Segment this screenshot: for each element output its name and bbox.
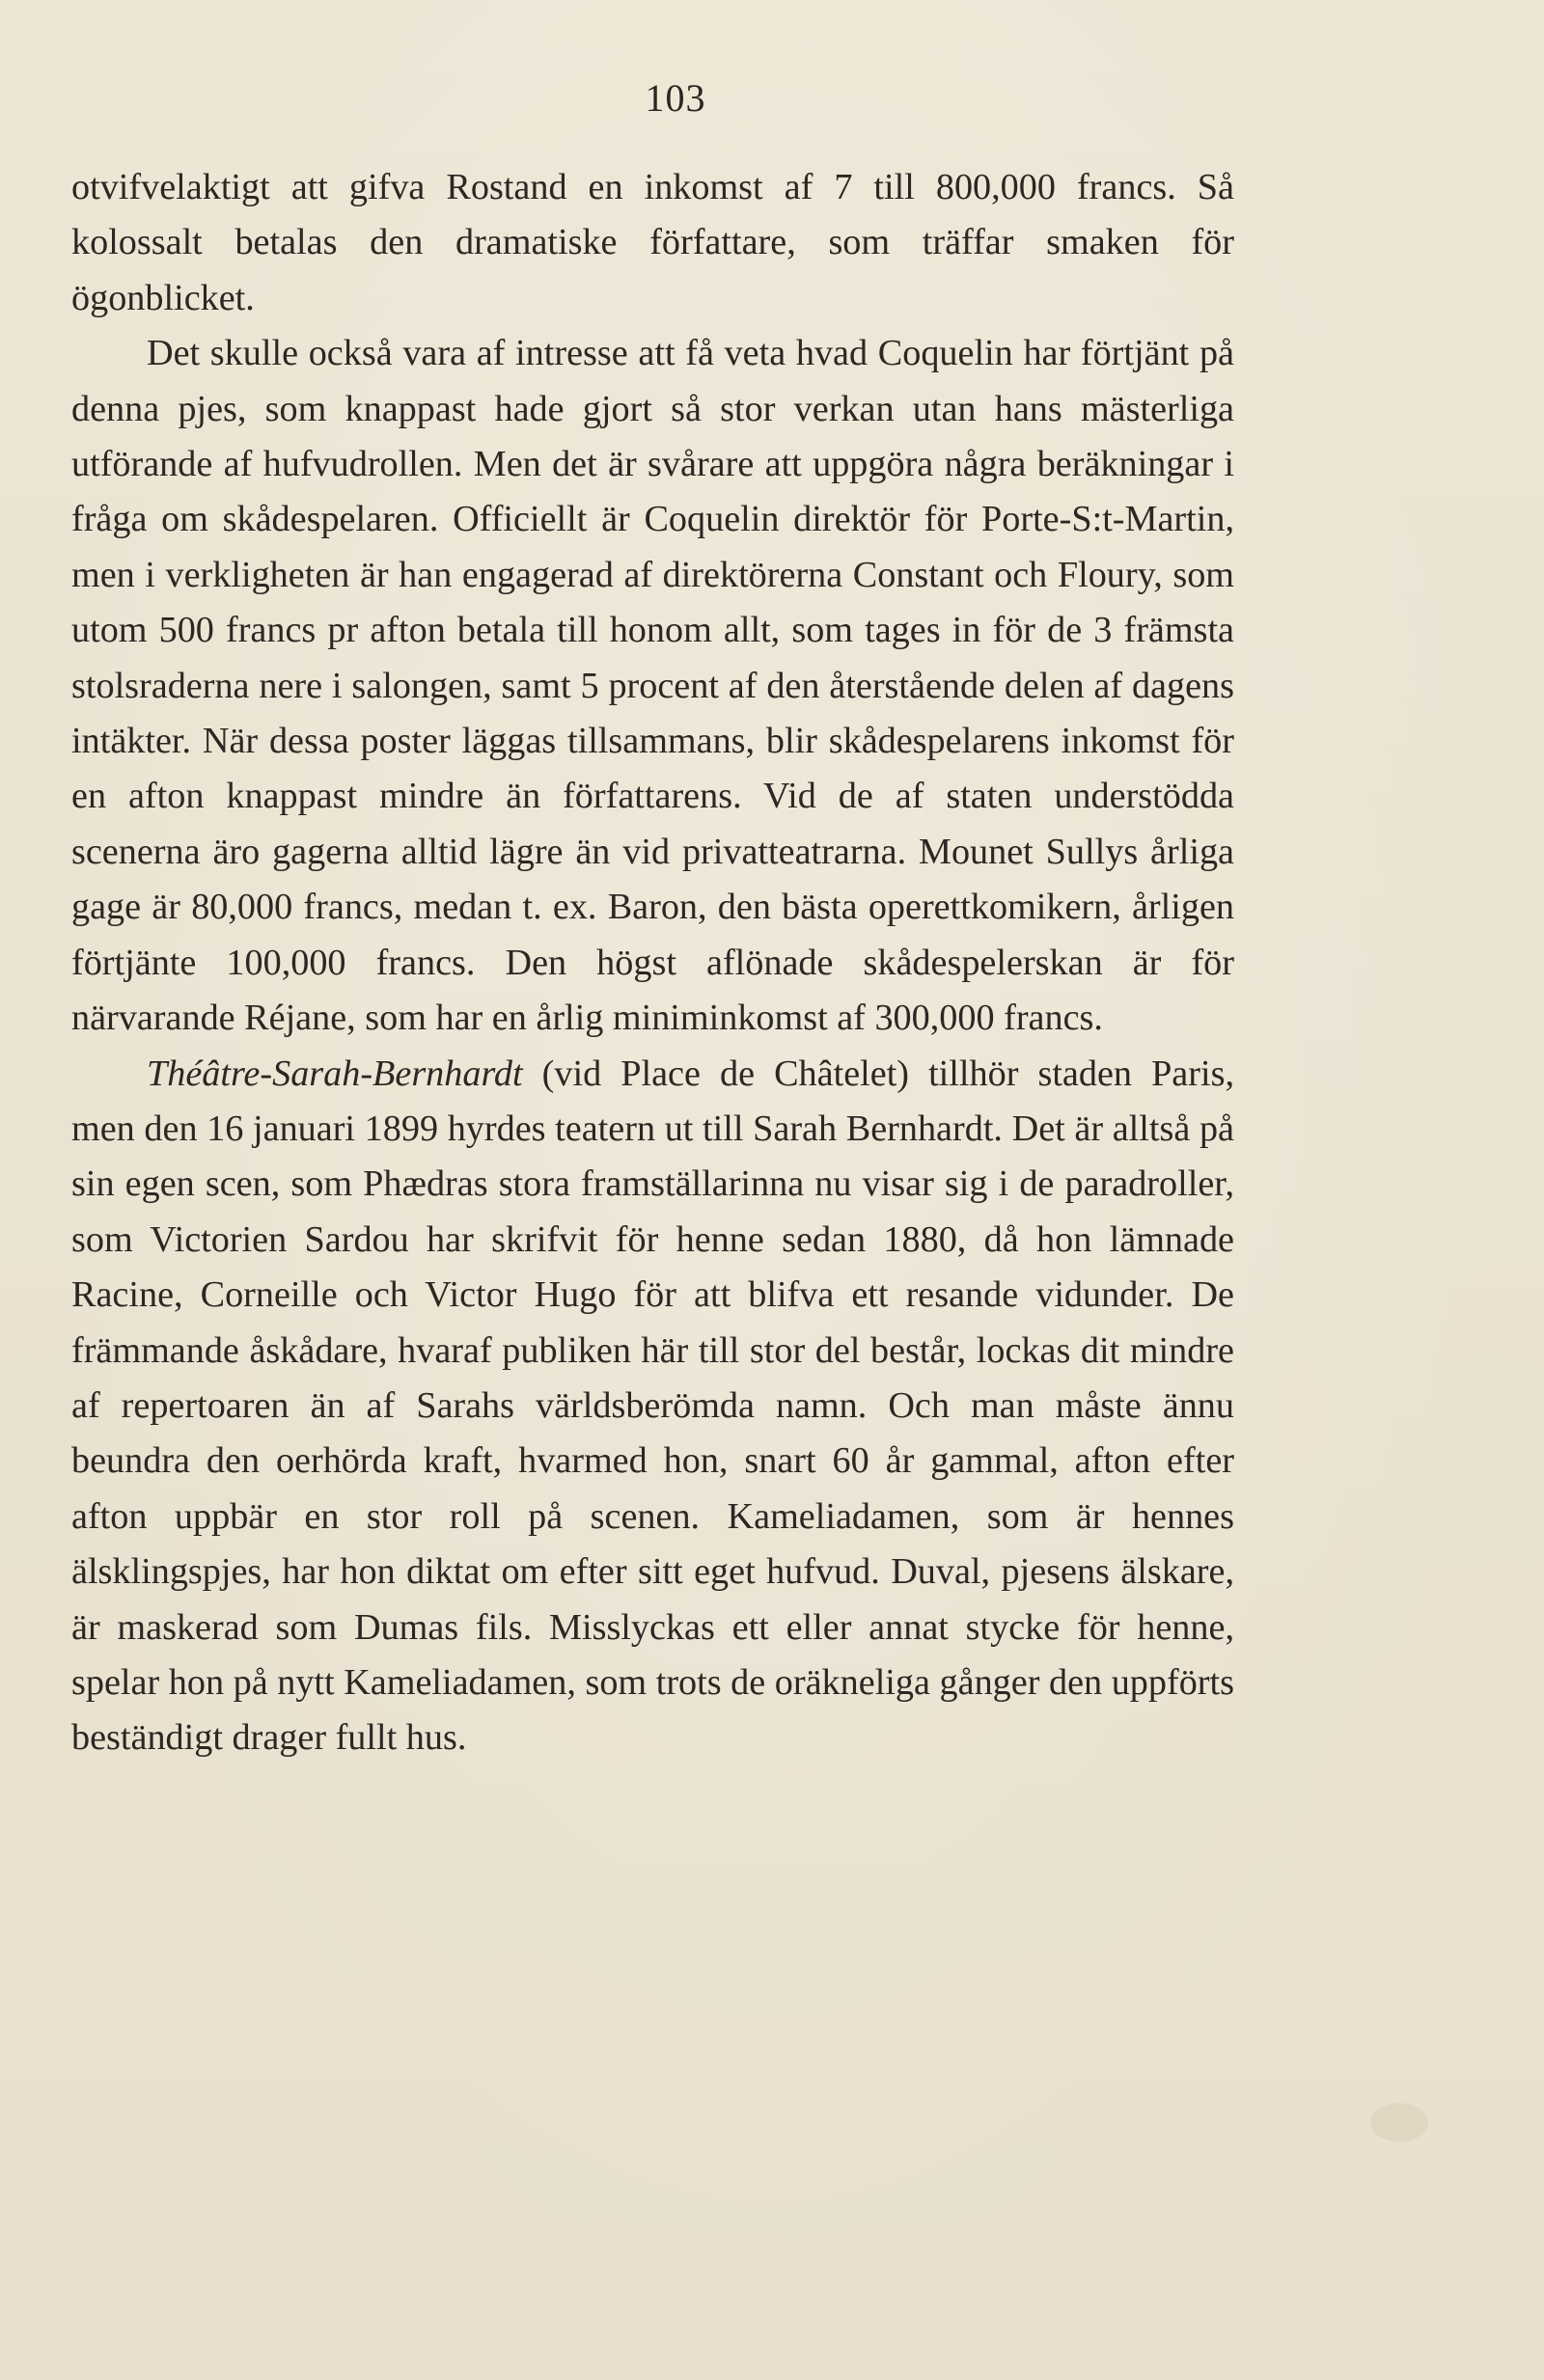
paragraph-continuation: otvifvelaktigt att gifva Rostand en inkomst af 7 till 800,000 francs. Så kolossalt betalas den dramatiske författare, som träffar smaken för ögonblicket. [71, 167, 1234, 318]
page-number: 103 [645, 76, 706, 120]
body-text [71, 160, 1234, 1766]
paragraph-coquelin: Det skulle också vara af intresse att få veta hvad Coquelin har förtjänt på denna pjes, som knappast hade gjort så stor verkan utan hans mästerliga utförande af hufvudrollen. Men det är svårare att uppgöra några beräkningar i fråga om skådespelaren. Officiellt är Coquelin direktör för Porte-S:t-Martin, men i verkligheten är han engagerad af direktörerna Constant och Floury, som utom 500 francs pr afton betala till honom allt, som tages in för de 3 främsta stolsraderna nere i salongen, samt 5 procent af den återstående delen af dagens intäkter. När dessa poster läggas tillsammans, blir skådespelarens inkomst för en afton knappast mindre än författarens. Vid de af staten understödda scenerna äro gagerna alltid lägre än vid privatteatrarna. Mounet Sullys årliga gage är 80,000 francs, medan t. ex. Baron, den bästa operettkomikern, årligen förtjänte 100,000 francs. Den högst aflönade skådespelerskan är för närvarande Réjane, som har en årlig miniminkomst af 300,000 francs. [71, 333, 1234, 1039]
theatre-title: Théâtre-Sarah-Bernhardt [147, 1053, 523, 1094]
paragraph-sarah-bernhardt [71, 1047, 1234, 1766]
paper-stain [1370, 2103, 1428, 2142]
paragraph-sarah-bernhardt-body: (vid Place de Châtelet) tillhör staden Paris, men den 16 januari 1899 hyrdes teatern ut till Sarah Bernhardt. Det är alltså på sin egen scen, som Phædras stora framställarinna nu visar sig i de paradroller, som Victorien Sardou har skrifvit för henne sedan 1880, då hon lämnade Racine, Corneille och Victor Hugo för att blifva ett resande vidunder. De främmande åskådare, hvaraf publiken här till stor del består, lockas dit mindre af repertoaren än af Sarahs världsberömda namn. Och man måste ännu beundra den oerhörda kraft, hvarmed hon, snart 60 år gammal, afton efter afton uppbär en stor roll på scenen. Kameliadamen, som är hennes älsklingspjes, har hon diktat om efter sitt eget hufvud. Duval, pjesens älskare, är maskerad som Dumas fils. Misslyckas ett eller annat stycke för henne, spelar hon på nytt Kameliadamen, som trots de oräkneliga gånger den uppförts beständigt drager fullt hus. [71, 1053, 1234, 1759]
